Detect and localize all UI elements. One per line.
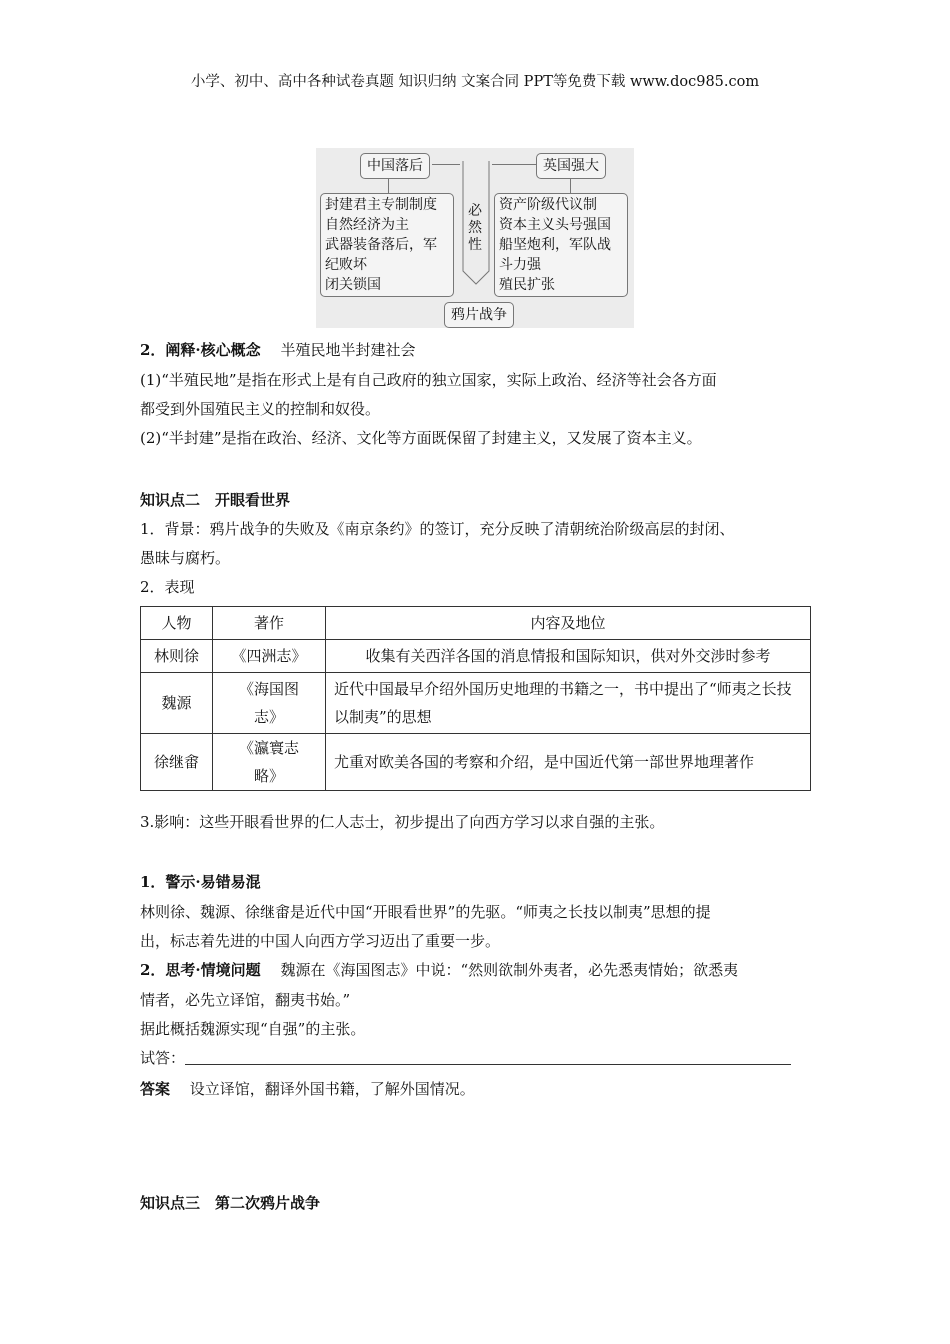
answer-blank[interactable] — [185, 1044, 791, 1065]
right-title-box: 英国强大 — [536, 153, 606, 179]
section-3-title: 知识点三 第二次鸦片战争 — [140, 1194, 321, 1212]
impact-text: 3.影响：这些开眼看世界的仁人志士，初步提出了向西方学习以求自强的主张。 — [140, 813, 665, 831]
left-title-box: 中国落后 — [360, 153, 430, 179]
concept-para-1-cont: 都受到外国殖民主义的控制和奴役。 — [140, 400, 381, 418]
concept-para-2: (2)“半封建”是指在政治、经济、文化等方面既保留了封建主义，又发展了资本主义。 — [140, 429, 702, 447]
table-row: 林则徐 《四洲志》 收集有关西洋各国的消息情报和国际知识，供对外交涉时参考 — [141, 640, 811, 673]
table-row: 魏源 《海国图志》 近代中国最早介绍外国历史地理的书籍之一，书中提出了“师夷之长技以制夷”的思想 — [141, 673, 811, 734]
answer: 答案 设立译馆，翻译外国书籍，了解外国情况。 — [140, 1080, 475, 1098]
background-text-cont: 愚昧与腐朽。 — [140, 549, 231, 567]
section-2-title: 知识点二 开眼看世界 — [140, 491, 291, 509]
opium-war-box: 鸦片战争 — [444, 302, 514, 328]
warning-text: 林则徐、魏源、徐继畬是近代中国“开眼看世界”的先驱。“师夷之长技以制夷”思想的提 — [140, 903, 711, 921]
pioneers-table — [140, 606, 811, 791]
think-line-1: 2．思考·情境问题 魏源在《海国图志》中说：“然则欲制外夷者，必先悉夷情始；欲悉夷 — [140, 961, 739, 979]
concept-para-1: (1)“半殖民地”是指在形式上是有自己政府的独立国家，实际上政治、经济等社会各方面 — [140, 371, 717, 389]
concept-heading: 2．阐释·核心概念 半殖民地半封建社会 — [140, 341, 416, 359]
necessity-label: 必 然 性 — [468, 203, 482, 253]
right-causes-box: 资产阶级代议制 资本主义头号强国 船坚炮利，军队战 斗力强 殖民扩张 — [494, 193, 628, 297]
cause-diagram — [316, 148, 634, 328]
background-text: 1．背景：鸦片战争的失败及《南京条约》的签订，充分反映了清朝统治阶级高层的封闭、 — [140, 520, 735, 538]
performance-label: 2．表现 — [140, 578, 195, 596]
think-line-2: 情者，必先立译馆，翻夷书始。” — [140, 991, 351, 1009]
warning-heading: 1．警示·易错易混 — [140, 873, 261, 891]
warning-text-cont: 出，标志着先进的中国人向西方学习迈出了重要一步。 — [140, 932, 501, 950]
table-row: 徐继畬 《瀛寰志略》 尤重对欧美各国的考察和介绍，是中国近代第一部世界地理著作 — [141, 734, 811, 791]
table-header-row: 人物 著作 内容及地位 — [141, 607, 811, 640]
left-causes-box: 封建君主专制制度 自然经济为主 武器装备落后，军 纪败坏 闭关锁国 — [320, 193, 454, 297]
page-header: 小学、初中、高中各种试卷真题 知识归纳 文案合同 PPT等免费下载 www.doc985.com — [190, 74, 760, 90]
think-question: 据此概括魏源实现“自强”的主张。 — [140, 1020, 366, 1038]
answer-line: 试答： — [140, 1044, 791, 1072]
